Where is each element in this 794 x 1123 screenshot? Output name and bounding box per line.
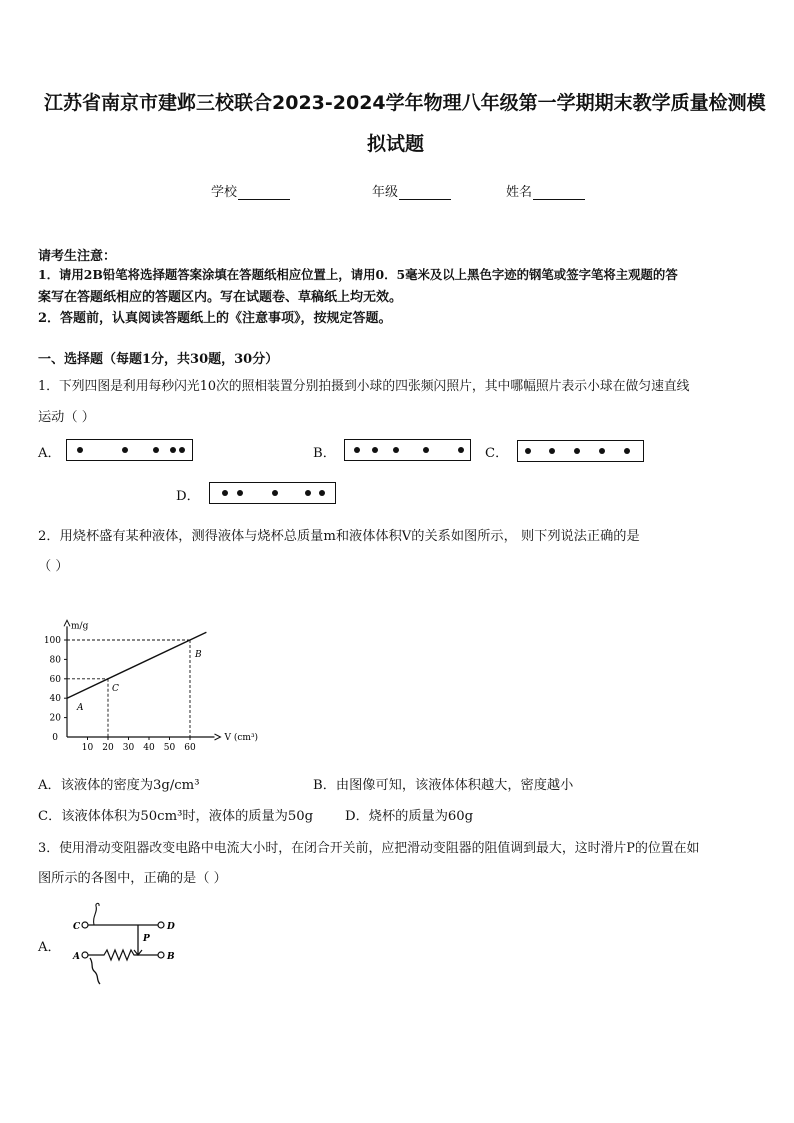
ball-dot (624, 448, 630, 454)
ball-dot (574, 448, 580, 454)
rheostat-diagram-a (70, 900, 190, 990)
y-tick-label: 80 (49, 655, 61, 666)
resistance-coil (88, 950, 158, 960)
x-tick-label: 20 (102, 743, 114, 753)
notice-item1-line1: 1．请用2B铅笔将选择题答案涂填在答题纸相应位置上，请用0．5毫米及以上黑色字迹的钢笔或签字笔将主观题的答 (38, 267, 678, 282)
ball-dot (372, 447, 378, 453)
label-c: C (73, 922, 81, 932)
notice-heading: 请考生注意： (38, 249, 117, 264)
x-tick-label: 50 (163, 743, 176, 753)
q2-option-d: D．烧杯的质量为60g (345, 809, 474, 824)
q2-line1: 2．用烧杯盛有某种液体，测得液体与烧杯总质量m和液体体积V的关系如图所示， 则下列说法正确的是 (38, 529, 640, 544)
ball-dot (222, 490, 228, 496)
grade-blank (399, 185, 451, 200)
terminal-d (158, 922, 164, 928)
label-d: D (167, 922, 175, 932)
mass-volume-chart (40, 592, 280, 757)
q2-option-b: B．由图像可知，该液体体积越大，密度越小 (313, 778, 574, 793)
q1-option-c-label: C． (485, 446, 509, 461)
school-blank (238, 185, 290, 200)
q3-option-a-label: A． (38, 940, 61, 955)
q2-line2: （ ） (38, 559, 69, 574)
y-tick-label: 100 (43, 636, 61, 646)
wire-a (90, 958, 100, 984)
label-a: A (73, 952, 80, 962)
y-tick-label: 20 (49, 713, 61, 724)
wire-c (94, 903, 100, 925)
point-label-a: A (77, 703, 84, 714)
ball-dot (549, 448, 555, 454)
terminal-a (82, 952, 88, 958)
q1-photo-b (344, 439, 471, 461)
ball-dot (305, 490, 311, 496)
name-label: 姓名 (506, 185, 533, 200)
ball-dot (77, 447, 83, 453)
x-tick-label: 0 (52, 733, 58, 743)
school-field (211, 181, 290, 200)
name-blank (533, 185, 585, 200)
ball-dot (458, 447, 464, 453)
grade-field (372, 181, 451, 200)
point-label-b: B (195, 650, 202, 660)
page-title-line1: 江苏省南京市建邺三校联合2023-2024学年物理八年级第一学期期末教学质量检测模 (44, 92, 766, 114)
label-p: P (143, 934, 150, 944)
label-b: B (167, 952, 175, 962)
terminal-c (82, 922, 88, 928)
ball-dot (272, 490, 278, 496)
q3-line1: 3．使用滑动变阻器改变电路中电流大小时，在闭合开关前，应把滑动变阻器的阻值调到最大，这时滑片P的位置在如 (38, 841, 700, 856)
ball-dot (237, 490, 243, 496)
x-tick-label: 40 (143, 743, 155, 753)
q2-option-a: A．该液体的密度为3g/cm³ (38, 778, 200, 793)
ball-dot (423, 447, 429, 453)
q1-option-b-label: B． (313, 446, 336, 461)
q2-option-c: C．该液体体积为50cm³时，液体的质量为50g (38, 809, 314, 824)
q1-option-d-label: D． (176, 489, 200, 504)
section1-heading: 一、选择题（每题1分，共30题，30分） (38, 352, 279, 367)
x-tick-label: 60 (184, 743, 196, 753)
q1-option-a-label: A． (38, 446, 61, 461)
notice-item1-line2: 案写在答题纸相应的答题区内。写在试题卷、草稿纸上均无效。 (38, 290, 403, 305)
ball-dot (393, 447, 399, 453)
ball-dot (354, 447, 360, 453)
ball-dot (599, 448, 605, 454)
ball-dot (122, 447, 128, 453)
page-title-line2: 拟试题 (367, 133, 425, 155)
notice-item2: 2．答题前，认真阅读答题纸上的《注意事项》，按规定答题。 (38, 311, 392, 326)
y-axis-arrow (64, 620, 70, 626)
q1-line2: 运动（ ） (38, 410, 95, 425)
ball-dot (170, 447, 176, 453)
ball-dot (525, 448, 531, 454)
school-label: 学校 (211, 185, 238, 200)
q1-photo-d (209, 482, 336, 504)
q1-line1: 1．下列四图是利用每秒闪光10次的照相装置分别拍摄到小球的四张频闪照片，其中哪幅照片表示小球在做匀速直线 (38, 379, 690, 394)
name-field (506, 181, 585, 200)
q1-photo-a (66, 439, 193, 461)
series-line (67, 632, 206, 698)
grade-label: 年级 (372, 185, 399, 200)
x-axis-label: V (cm³) (224, 733, 259, 743)
x-axis-arrow (215, 734, 221, 740)
ball-dot (153, 447, 159, 453)
point-label-c: C (112, 683, 119, 694)
y-tick-label: 60 (49, 674, 61, 685)
ball-dot (179, 447, 185, 453)
x-tick-label: 30 (122, 743, 135, 753)
ball-dot (319, 490, 325, 496)
q3-line2: 图所示的各图中，正确的是（ ） (38, 871, 227, 886)
x-tick-label: 10 (81, 743, 94, 753)
terminal-b (158, 952, 164, 958)
y-tick-label: 40 (49, 694, 61, 705)
q1-photo-c (517, 440, 644, 462)
y-axis-label: m/g (71, 621, 89, 632)
